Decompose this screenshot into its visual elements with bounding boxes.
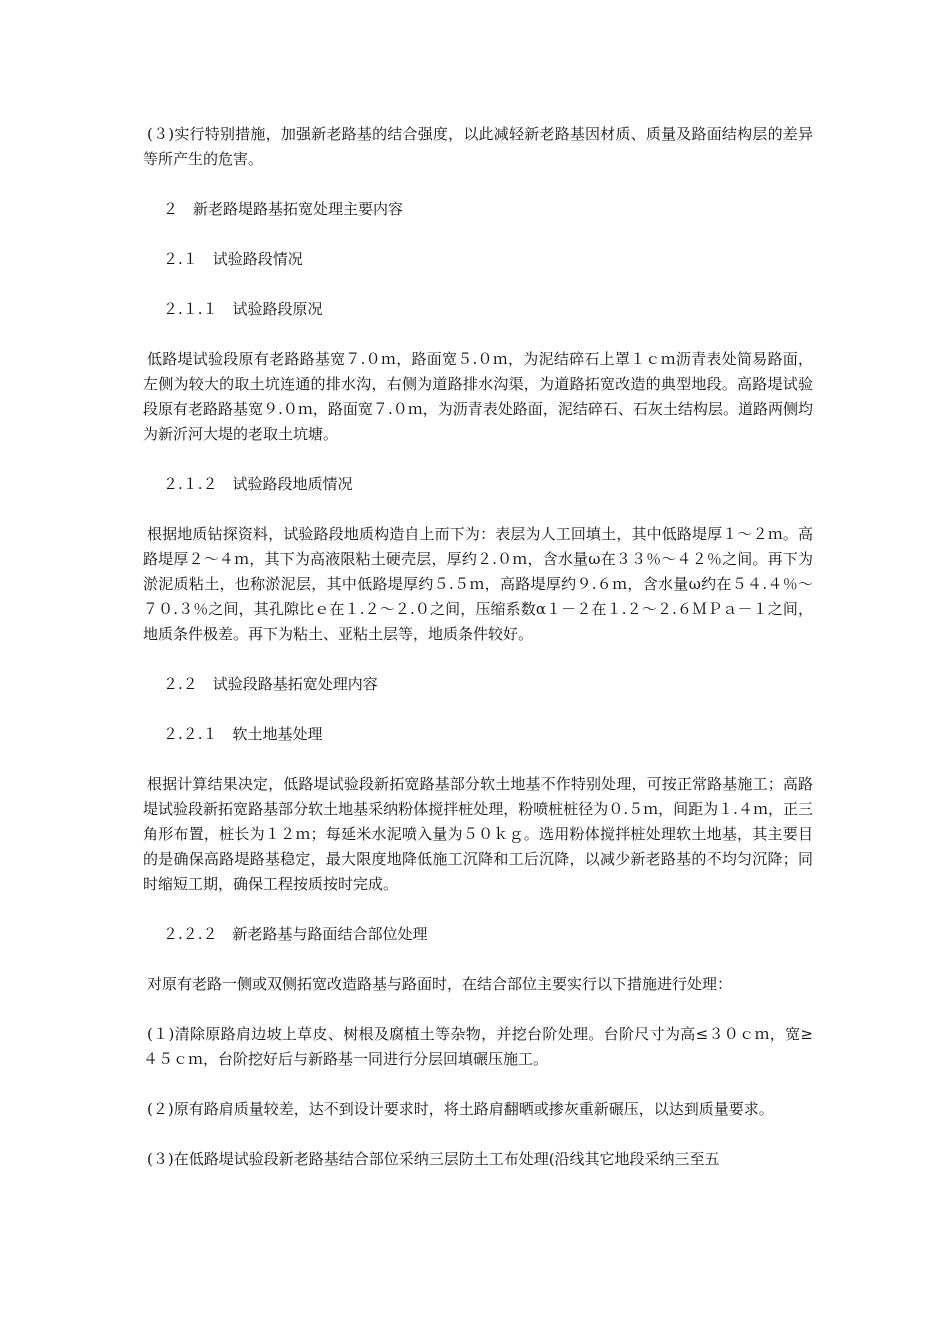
section-heading-2-2-2: ２.２.２ 新老路基与路面结合部位处理: [163, 925, 428, 943]
paragraph-junction-intro: 对原有老路一侧或双侧拓宽改造路基与路面时，在结合部位主要实行以下措施进行处理：: [147, 975, 733, 993]
document-page: [143, 122, 813, 1197]
section-heading-2-2-1: ２.２.１ 软土地基处理: [163, 725, 323, 743]
section-heading-2-1: ２.１ 试验路段情况: [163, 250, 303, 268]
paragraph-geology: 根据地质钻探资料，试验路段地质构造自上而下为：表层为人工回填土，其中低路堤厚１～２ｍ。高路堤厚２～４ｍ，其下为高液限粘土硬壳层，厚约２.０ｍ，含水量ω在３３％～４２％之间。再下为淤泥质粘土，也称淤泥层，其中低路堤厚约５.５ｍ，高路堤厚约９.６ｍ，含水量ω约在５４.４％～７０.３％之间，其孔隙比ｅ在１.２～２.０之间，压缩系数α１－２在１.２～２.６ＭＰａ－１之间，地质条件极差。再下为粘土、亚粘土层等，地质条件较好。: [143, 525, 813, 643]
section-heading-2-2: ２.２ 试验段路基拓宽处理内容: [163, 675, 378, 693]
paragraph-measure-3-geotextile: (３)在低路堤试验段新老路基结合部位采纳三层防土工布处理(沿线其它地段采纳三至五: [147, 1150, 720, 1168]
paragraph-measure-1: (１)清除原路肩边坡上草皮、树根及腐植土等杂物，并挖台阶处理。台阶尺寸为高≤３０ｃｍ，宽≥４５ｃｍ，台阶挖好后与新路基一同进行分层回填碾压施工。: [143, 1025, 813, 1068]
paragraph-measure-2: (２)原有路肩质量较差，达不到设计要求时，将土路肩翻晒或掺灰重新碾压，以达到质量要求。: [147, 1100, 774, 1118]
section-heading-2: ２ 新老路堤路基拓宽处理主要内容: [163, 200, 404, 218]
paragraph-measure-3: (３)实行特别措施，加强新老路基的结合强度，以此减轻新老路基因材质、质量及路面结构层的差异等所产生的危害。: [143, 125, 813, 168]
paragraph-test-section-status: 低路堤试验段原有老路路基宽７.０ｍ，路面宽５.０ｍ，为泥结碎石上罩１ｃｍ沥青表处简易路面，左侧为较大的取土坑连通的排水沟，右侧为道路排水沟渠，为道路拓宽改造的典型地段。高路堤试验段原有老路路基宽９.０ｍ，路面宽７.０ｍ，为沥青表处路面，泥结碎石、石灰土结构层。道路两侧均为新沂河大堤的老取土坑塘。: [143, 350, 813, 443]
paragraph-soft-soil: 根据计算结果决定，低路堤试验段新拓宽路基部分软土地基不作特别处理，可按正常路基施工；高路堤试验段新拓宽路基部分软土地基采纳粉体搅拌桩处理，粉喷桩桩径为０.５ｍ，间距为１.４ｍ，正三角形布置，桩长为１２ｍ；每延米水泥喷入量为５０ｋｇ。选用粉体搅拌桩处理软土地基，其主要目的是确保高路堤路基稳定，最大限度地降低施工沉降和工后沉降，以减少新老路基的不均匀沉降；同时缩短工期，确保工程按质按时完成。: [143, 775, 813, 893]
section-heading-2-1-2: ２.１.２ 试验路段地质情况: [163, 475, 353, 493]
section-heading-2-1-1: ２.１.１ 试验路段原况: [163, 300, 323, 318]
